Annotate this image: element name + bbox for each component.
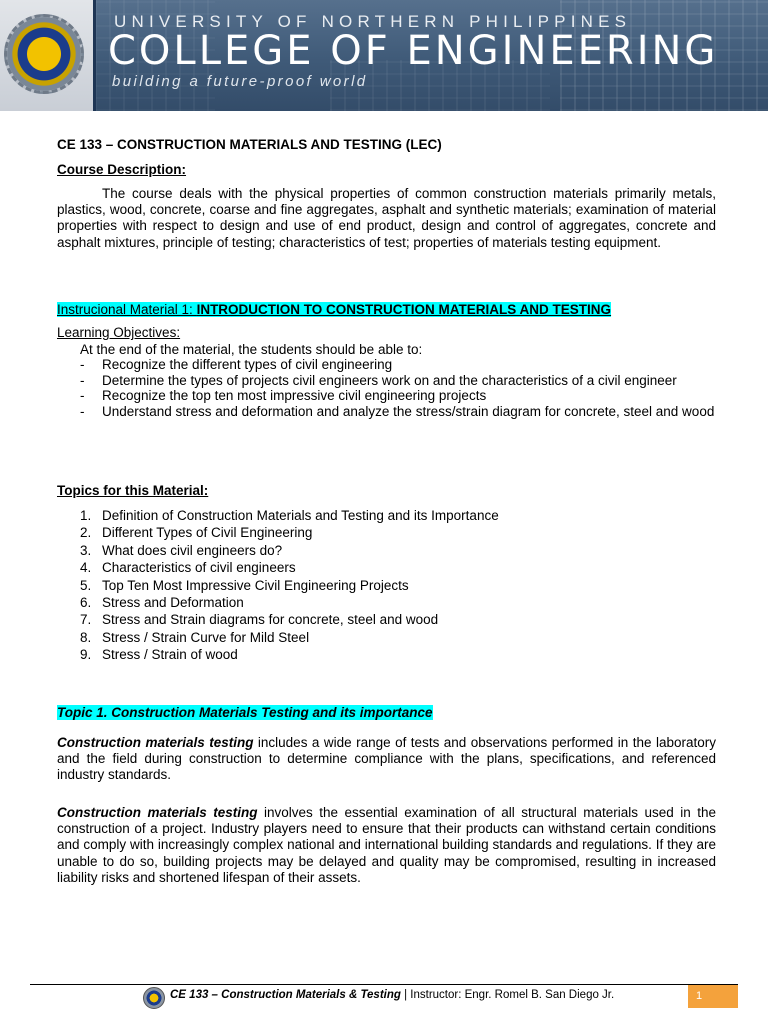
topics-list xyxy=(80,507,499,664)
topic-text: Different Types of Civil Engineering xyxy=(102,525,313,541)
course-description-heading: Course Description: xyxy=(57,162,187,177)
paragraph-text: includes a wide range of tests and observations performed in the laboratory and the field during construction to determine compliance with the plans, specifications, and referenced industry standards. xyxy=(57,735,716,783)
topic-number: 6. xyxy=(80,595,92,611)
topic-number: 9. xyxy=(80,647,92,663)
seal-panel xyxy=(0,0,93,111)
objective-text: Determine the types of projects civil engineers work on and the characteristics of a civil engineer xyxy=(102,372,677,388)
topic-text: Top Ten Most Impressive Civil Engineering Projects xyxy=(102,577,409,593)
topic-number: 3. xyxy=(80,542,92,558)
footer-divider xyxy=(30,984,738,985)
list-item xyxy=(80,646,499,663)
topic-text: Definition of Construction Materials and Testing and its Importance xyxy=(102,508,499,523)
list-item xyxy=(80,357,716,373)
footer-separator: | xyxy=(400,989,411,1001)
list-item xyxy=(80,594,499,611)
topic-number: 7. xyxy=(80,612,92,628)
objective-text: Recognize the top ten most impressive civil engineering projects xyxy=(102,388,487,404)
list-item xyxy=(80,577,499,594)
footer-course-info xyxy=(170,989,614,1001)
topic-number: 2. xyxy=(80,525,92,541)
objective-text: Recognize the different types of civil engineering xyxy=(102,357,393,372)
footer-instructor: Instructor: Engr. Romel B. San Diego Jr. xyxy=(410,989,615,1001)
topic1-paragraph-2 xyxy=(57,805,716,886)
list-item xyxy=(80,611,499,628)
course-description: The course deals with the physical properties of common construction materials primarily metals, plastics, wood, concrete, coarse and fine aggregates, asphalt and synthetic materials; examination of material properties with respect to design and use of end product, design and control of aggregates, concrete and asphalt mixtures, principle of testing; characteristics of test; properties of materials testing equipment. xyxy=(57,186,716,250)
topic-number: 5. xyxy=(80,577,92,593)
list-item xyxy=(80,559,499,576)
list-item xyxy=(80,373,716,389)
footer-seal-logo xyxy=(143,987,165,1009)
topic-text: Stress / Strain Curve for Mild Steel xyxy=(102,629,310,645)
topic-text: Stress and Deformation xyxy=(102,595,244,611)
list-item xyxy=(80,524,499,541)
list-item xyxy=(80,388,716,404)
objective-text: Understand stress and deformation and analyze the stress/strain diagram for concrete, steel and wood xyxy=(102,403,715,419)
footer-course: CE 133 – Construction Materials & Testing xyxy=(170,989,401,1001)
topic-text: Characteristics of civil engineers xyxy=(102,560,296,576)
term-construction-materials-testing: Construction materials testing xyxy=(57,805,258,820)
college-seal-logo xyxy=(4,14,84,94)
topic1-paragraph-1 xyxy=(57,735,716,784)
topic1-heading xyxy=(57,705,433,720)
list-item xyxy=(80,404,716,420)
paragraph-text: involves the essential examination of all structural materials used in the construction of a project. Industry players need to ensure that their products can withstand certain conditions and comply with increasingly complex national and international building standards and regulations. If they are unable to do so, building projects may be delayed and quality may be compromised, resulting in increased liability risks and shortened lifespan of their assets. xyxy=(57,805,716,885)
university-name: UNIVERSITY OF NORTHERN PHILIPPINES xyxy=(114,12,632,31)
im-label: Instrucional Material 1: xyxy=(57,302,197,317)
topic-number: 8. xyxy=(80,629,92,645)
topic1-heading-text: Topic 1. Construction Materials Testing and its importance xyxy=(57,705,433,720)
learning-objectives-intro: At the end of the material, the students should be able to: xyxy=(80,342,423,357)
learning-objectives-list xyxy=(80,357,716,419)
banner-divider xyxy=(93,0,96,111)
page-number-badge: 1 xyxy=(688,985,738,1008)
bullet-dash: - xyxy=(80,403,85,419)
bullet-dash: - xyxy=(80,372,85,388)
topic-number: 4. xyxy=(80,560,92,576)
bullet-dash: - xyxy=(80,388,85,404)
instructional-material-heading xyxy=(57,302,611,317)
college-tagline: building a future-proof world xyxy=(112,73,368,90)
header-banner xyxy=(0,0,768,111)
course-title: CE 133 – CONSTRUCTION MATERIALS AND TESTING (LEC) xyxy=(57,137,442,152)
term-construction-materials-testing: Construction materials testing xyxy=(57,735,254,750)
im-title: INTRODUCTION TO CONSTRUCTION MATERIALS AND TESTING xyxy=(196,302,612,317)
topic-text: Stress / Strain of wood xyxy=(102,647,238,663)
topic-text: Stress and Strain diagrams for concrete, steel and wood xyxy=(102,612,439,628)
college-name: COLLEGE OF ENGINEERING xyxy=(108,28,719,74)
topic-text: What does civil engineers do? xyxy=(102,542,283,558)
topics-heading: Topics for this Material: xyxy=(57,483,209,498)
bullet-dash: - xyxy=(80,357,85,372)
topic-number: 1. xyxy=(80,508,92,523)
learning-objectives-heading: Learning Objectives: xyxy=(57,325,181,340)
list-item xyxy=(80,629,499,646)
list-item xyxy=(80,507,499,524)
list-item xyxy=(80,542,499,559)
